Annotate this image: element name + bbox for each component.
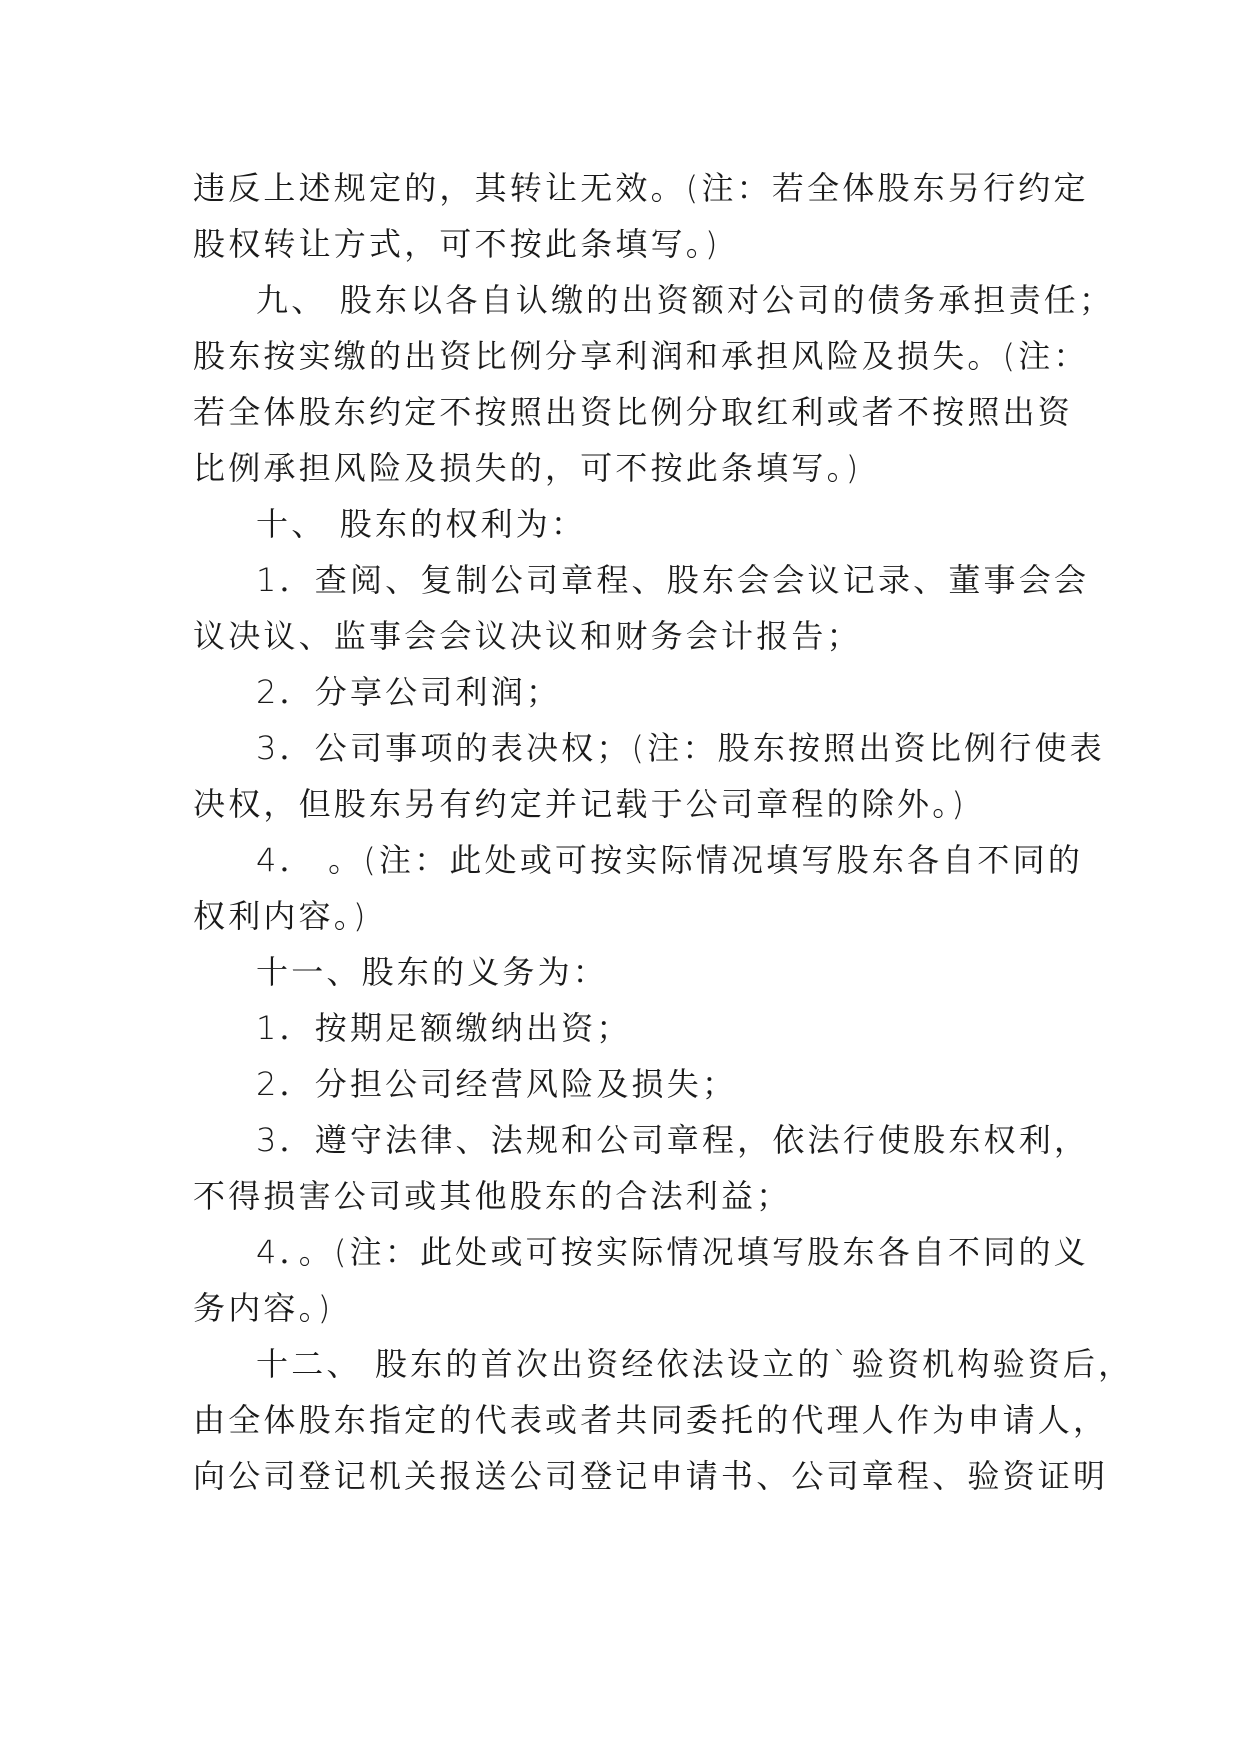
- article-9: 九、 股东以各自认缴的出资额对公司的债务承担责任；: [256, 281, 1115, 319]
- text-line: 若全体股东约定不按照出资比例分取红利或者不按照出资: [193, 393, 1074, 431]
- text-line: 股权转让方式，可不按此条填写。): [193, 225, 721, 263]
- article-11-heading: 十一、股东的义务为：: [256, 953, 609, 991]
- rights-item-1: 1．查阅、复制公司章程、股东会会议记录、董事会会: [256, 561, 1090, 599]
- article-12: 十二、 股东的首次出资经依法设立的`验资机构验资后，: [256, 1345, 1134, 1383]
- article-10-heading: 十、 股东的权利为：: [256, 505, 587, 543]
- duties-item-3: 3．遵守法律、法规和公司章程，依法行使股东权利，: [256, 1121, 1090, 1159]
- text-line: 向公司登记机关报送公司登记申请书、公司章程、验资证明: [193, 1457, 1109, 1495]
- duties-item-4: 4．。(注：此处或可按实际情况填写股东各自不同的义: [256, 1233, 1089, 1271]
- text-line: 违反上述规定的，其转让无效。(注：若全体股东另行约定: [193, 169, 1089, 207]
- text-line: 比例承担风险及损失的，可不按此条填写。): [193, 449, 862, 487]
- text-line: 议决议、监事会会议决议和财务会计报告；: [193, 617, 862, 655]
- rights-item-4: 4． 。(注：此处或可按实际情况填写股东各自不同的: [256, 841, 1084, 879]
- text-line: 权利内容。): [193, 897, 369, 935]
- text-line: 由全体股东指定的代表或者共同委托的代理人作为申请人，: [193, 1401, 1109, 1439]
- text-line: 不得损害公司或其他股东的合法利益；: [193, 1177, 792, 1215]
- text-line: 股东按实缴的出资比例分享利润和承担风险及损失。(注：: [193, 337, 1089, 375]
- text-line: 决权，但股东另有约定并记载于公司章程的除外。): [193, 785, 968, 823]
- rights-item-2: 2．分享公司利润；: [256, 673, 562, 711]
- text-line: 务内容。): [193, 1289, 334, 1327]
- duties-item-2: 2．分担公司经营风险及损失；: [256, 1065, 738, 1103]
- rights-item-3: 3．公司事项的表决权；(注：股东按照出资比例行使表: [256, 729, 1105, 767]
- duties-item-1: 1．按期足额缴纳出资；: [256, 1009, 632, 1047]
